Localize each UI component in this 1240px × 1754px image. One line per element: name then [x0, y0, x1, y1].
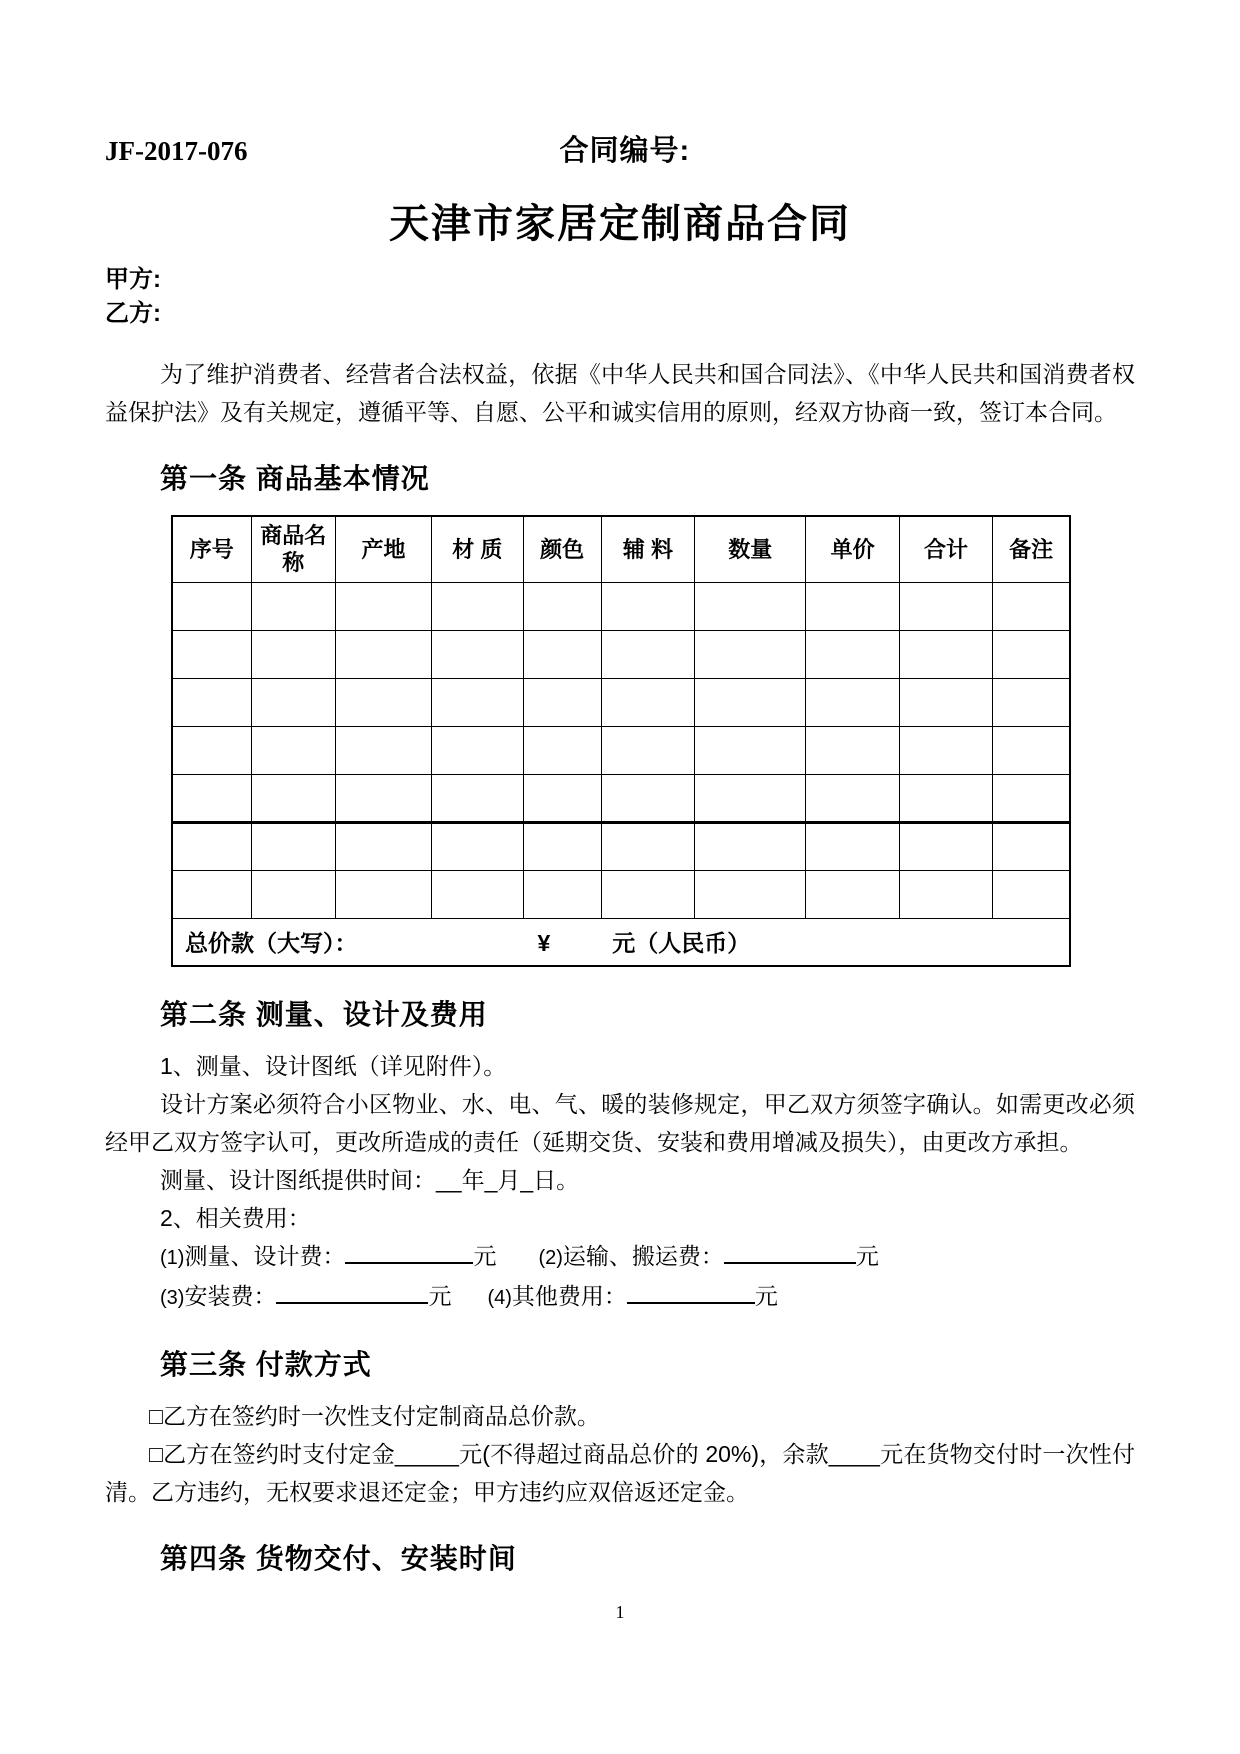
- goods-empty-cell: [523, 678, 601, 726]
- goods-empty-cell: [523, 870, 601, 918]
- goods-column-header: 单价: [806, 516, 899, 582]
- clause-related-fees: 2、相关费用：: [160, 1205, 311, 1231]
- goods-empty-cell: [993, 822, 1070, 870]
- goods-empty-cell: [335, 822, 431, 870]
- doc-header: [105, 128, 1135, 167]
- goods-empty-cell: [523, 726, 601, 774]
- goods-empty-cell: [601, 582, 694, 630]
- goods-empty-cell: [432, 870, 524, 918]
- currency-symbol: ¥: [537, 930, 551, 957]
- goods-empty-cell: [335, 630, 431, 678]
- fee-1-number: (1): [160, 1247, 185, 1269]
- goods-table-header-row: [172, 516, 1070, 582]
- goods-column-header: 颜色: [523, 516, 601, 582]
- goods-empty-cell: [172, 774, 251, 822]
- clause-measure-drawings: 1、测量、设计图纸（详见附件）。: [160, 1053, 507, 1079]
- fee-1-unit: 元: [473, 1243, 497, 1269]
- goods-empty-cell: [899, 726, 992, 774]
- goods-empty-cell: [432, 630, 524, 678]
- clause-design-rules: 设计方案必须符合小区物业、水、电、气、暖的装修规定，甲乙双方须签字确认。如需更改必须经甲乙双方签字认可，更改所造成的责任（延期交货、安装和费用增减及损失），由更改方承担。: [105, 1091, 1135, 1155]
- section4-heading: 第四条 货物交付、安装时间: [160, 1543, 517, 1574]
- section1-heading: 第一条 商品基本情况: [160, 463, 430, 494]
- goods-empty-cell: [251, 774, 335, 822]
- fee-3-label: 安装费：: [184, 1283, 277, 1309]
- section2-heading: 第二条 测量、设计及费用: [160, 999, 488, 1030]
- goods-column-header: 备注: [993, 516, 1070, 582]
- goods-empty-cell: [335, 870, 431, 918]
- goods-empty-cell: [899, 678, 992, 726]
- fee-4-unit: 元: [754, 1283, 778, 1309]
- goods-column-header: 材 质: [432, 516, 524, 582]
- fee-1-label: 测量、设计费：: [184, 1243, 346, 1269]
- goods-empty-cell: [601, 822, 694, 870]
- goods-empty-cell: [806, 678, 899, 726]
- party-b-label: 乙方:: [105, 300, 161, 327]
- goods-empty-cell: [523, 822, 601, 870]
- goods-empty-cell: [899, 822, 992, 870]
- goods-empty-row: [172, 726, 1070, 774]
- goods-empty-cell: [695, 822, 806, 870]
- section3-heading: 第三条 付款方式: [160, 1349, 372, 1380]
- goods-table-total-row: [172, 918, 1070, 966]
- fee-2-unit: 元: [855, 1243, 879, 1269]
- total-price-label: 总价款（大写）：: [185, 930, 358, 957]
- fee-line-2: [105, 1277, 1135, 1317]
- payment-option-deposit: □乙方在签约时支付定金_____元(不得超过商品总价的 20%)，余款____元在货物交付时一次性付清。乙方违约，无权要求退还定金；甲方违约应双倍返还定金。: [105, 1441, 1135, 1505]
- doc-code: JF-2017-076: [105, 136, 248, 166]
- goods-empty-cell: [806, 630, 899, 678]
- total-price-cell: [172, 918, 1070, 966]
- goods-empty-cell: [172, 870, 251, 918]
- goods-empty-cell: [695, 726, 806, 774]
- party-a-label: 甲方:: [105, 266, 161, 293]
- goods-empty-cell: [695, 582, 806, 630]
- parties-block: [105, 263, 1135, 331]
- fee-3-amount-blank: [276, 1278, 428, 1304]
- fee-2-amount-blank: [724, 1238, 856, 1264]
- goods-empty-row: [172, 822, 1070, 870]
- goods-empty-cell: [251, 630, 335, 678]
- goods-column-header: 产地: [335, 516, 431, 582]
- goods-empty-row: [172, 582, 1070, 630]
- goods-empty-cell: [993, 630, 1070, 678]
- goods-empty-cell: [806, 726, 899, 774]
- clause-drawing-time: 测量、设计图纸提供时间：__年_月_日。: [160, 1167, 580, 1193]
- goods-empty-cell: [335, 582, 431, 630]
- currency-unit: 元（人民币）: [612, 930, 751, 957]
- preamble-paragraph: 为了维护消费者、经营者合法权益，依据《中华人民共和国合同法》、《中华人民共和国消费者权益保护法》及有关规定，遵循平等、自愿、公平和诚实信用的原则，经双方协商一致，签订本合同。: [105, 361, 1135, 425]
- goods-column-header: 序号: [172, 516, 251, 582]
- goods-empty-cell: [172, 678, 251, 726]
- goods-empty-cell: [335, 678, 431, 726]
- contract-number-label: 合同编号:: [559, 135, 691, 167]
- fee-3-number: (3): [160, 1287, 185, 1309]
- goods-empty-cell: [172, 630, 251, 678]
- goods-empty-row: [172, 630, 1070, 678]
- goods-column-header: 数量: [695, 516, 806, 582]
- goods-empty-cell: [899, 630, 992, 678]
- goods-empty-cell: [335, 774, 431, 822]
- goods-empty-cell: [251, 822, 335, 870]
- goods-empty-cell: [251, 678, 335, 726]
- goods-empty-cell: [432, 726, 524, 774]
- goods-empty-row: [172, 678, 1070, 726]
- goods-column-header: 商品名称: [251, 516, 335, 582]
- fee-4-amount-blank: [627, 1278, 755, 1304]
- goods-empty-cell: [695, 774, 806, 822]
- goods-empty-cell: [172, 726, 251, 774]
- goods-empty-cell: [695, 678, 806, 726]
- goods-column-header: 辅 料: [601, 516, 694, 582]
- goods-empty-cell: [172, 822, 251, 870]
- goods-empty-cell: [993, 726, 1070, 774]
- goods-empty-cell: [993, 678, 1070, 726]
- goods-table-body: [172, 582, 1070, 918]
- goods-empty-cell: [601, 726, 694, 774]
- goods-empty-cell: [806, 774, 899, 822]
- goods-empty-cell: [601, 678, 694, 726]
- goods-empty-cell: [695, 870, 806, 918]
- goods-empty-cell: [432, 678, 524, 726]
- goods-empty-cell: [806, 822, 899, 870]
- goods-empty-cell: [601, 870, 694, 918]
- fee-line-1: [105, 1237, 1135, 1277]
- goods-empty-cell: [993, 774, 1070, 822]
- goods-empty-cell: [251, 870, 335, 918]
- goods-empty-cell: [601, 630, 694, 678]
- goods-empty-cell: [251, 726, 335, 774]
- payment-option-full: □乙方在签约时一次性支付定制商品总价款。: [149, 1403, 600, 1429]
- goods-empty-cell: [899, 774, 992, 822]
- goods-empty-cell: [523, 630, 601, 678]
- goods-empty-cell: [523, 582, 601, 630]
- goods-empty-row: [172, 774, 1070, 822]
- goods-empty-cell: [432, 774, 524, 822]
- goods-table: [171, 515, 1071, 967]
- goods-empty-cell: [993, 582, 1070, 630]
- doc-title: 天津市家居定制商品合同: [389, 202, 851, 246]
- page-number: 1: [615, 1602, 625, 1622]
- goods-empty-row: [172, 870, 1070, 918]
- fee-4-number: (4): [487, 1287, 512, 1309]
- fee-2-label: 运输、搬运费：: [562, 1243, 724, 1269]
- fee-2-number: (2): [538, 1247, 563, 1269]
- goods-empty-cell: [899, 582, 992, 630]
- goods-empty-cell: [335, 726, 431, 774]
- goods-empty-cell: [601, 774, 694, 822]
- goods-empty-cell: [432, 582, 524, 630]
- fee-3-unit: 元: [428, 1283, 452, 1309]
- goods-empty-cell: [523, 774, 601, 822]
- goods-column-header: 合计: [899, 516, 992, 582]
- fee-1-amount-blank: [345, 1238, 473, 1264]
- goods-empty-cell: [432, 822, 524, 870]
- goods-empty-cell: [695, 630, 806, 678]
- goods-empty-cell: [806, 870, 899, 918]
- goods-empty-cell: [899, 870, 992, 918]
- goods-empty-cell: [806, 582, 899, 630]
- goods-empty-cell: [251, 582, 335, 630]
- goods-empty-cell: [172, 582, 251, 630]
- goods-empty-cell: [993, 870, 1070, 918]
- fee-4-label: 其他费用：: [511, 1283, 627, 1309]
